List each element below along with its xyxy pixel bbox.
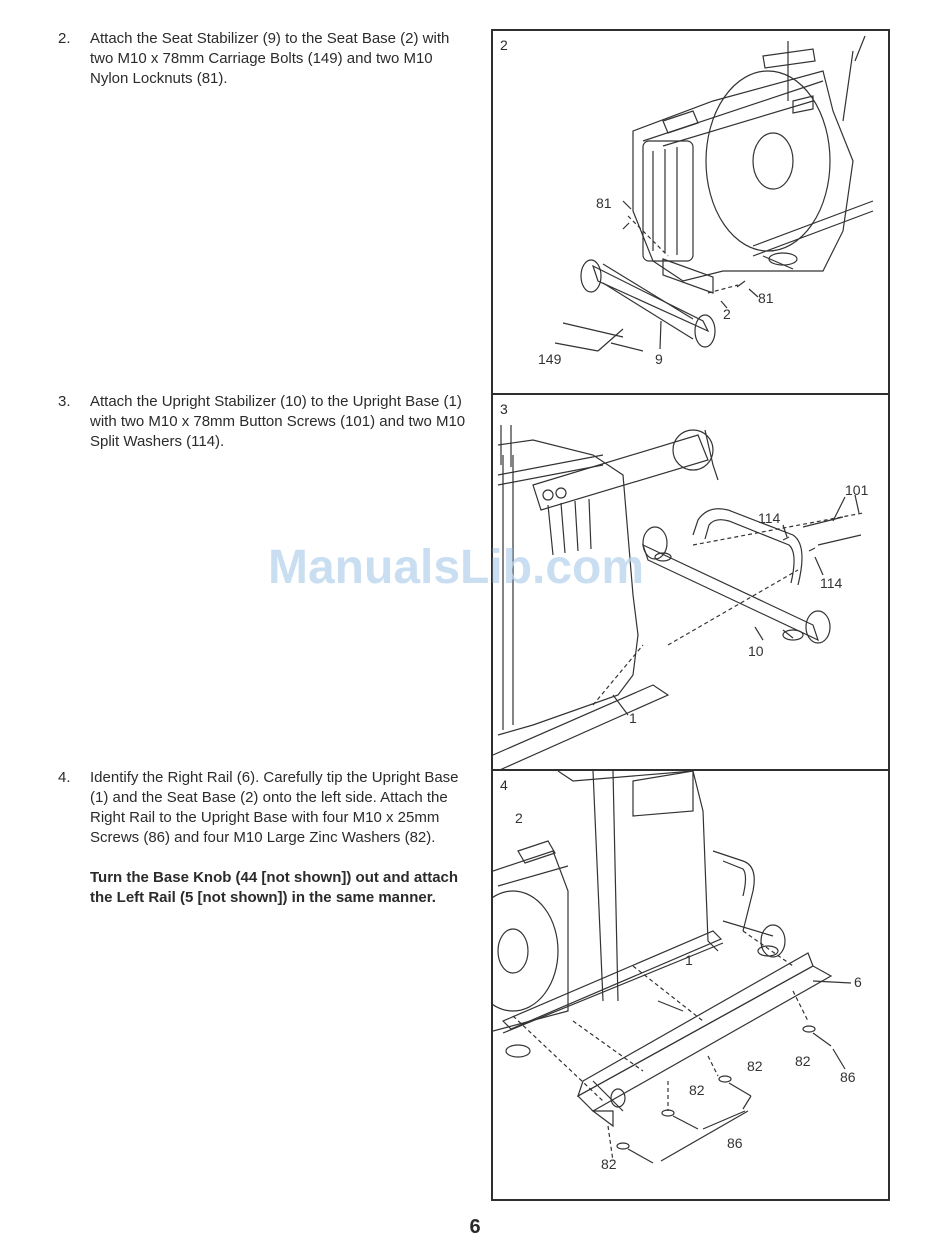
- fig3-callout-114a: 114: [758, 510, 781, 526]
- fig4-callout-6: 6: [854, 974, 862, 990]
- figure-4-panel: [491, 769, 890, 1201]
- watermark: ManualsLib.com: [268, 541, 645, 594]
- fig4-callout-1: 1: [685, 952, 693, 968]
- fig2-callout-81a: 81: [596, 195, 612, 211]
- fig3-callout-1: 1: [629, 710, 637, 726]
- figure-2-panel: [491, 29, 890, 395]
- step-3-number: 3.: [58, 393, 71, 410]
- step-2: [58, 29, 468, 89]
- page-number: 6: [469, 1216, 481, 1238]
- fig2-callout-2: 2: [723, 306, 731, 322]
- fig2-callout-149: 149: [538, 351, 562, 367]
- step-4-number: 4.: [58, 769, 71, 786]
- fig4-callout-86a: 86: [840, 1069, 856, 1085]
- fig2-callout-9: 9: [655, 351, 663, 367]
- fig4-callout-86b: 86: [727, 1135, 743, 1151]
- step-4-note: Turn the Base Knob (44 [not shown]) out and attach the Left Rail (5 [not shown]) in the same manner.: [90, 869, 459, 906]
- fig3-callout-114b: 114: [820, 575, 843, 591]
- step-4-text: Identify the Right Rail (6). Carefully tip the Upright Base (1) and the Seat Base (2) onto the left side. Attach the Right Rail to the Upright Base with four M10 x 25mm Screws (86) and four M10 Large Zinc Washers (82).: [90, 769, 459, 846]
- fig4-callout-82a: 82: [795, 1053, 811, 1069]
- fig2-callout-81b: 81: [758, 290, 774, 306]
- fig4-callout-82b: 82: [747, 1058, 763, 1074]
- fig4-callout-82d: 82: [601, 1156, 617, 1172]
- figure-3-number: 3: [500, 401, 508, 417]
- fig4-callout-2: 2: [515, 810, 523, 826]
- figure-2-illustration: [493, 31, 890, 395]
- fig4-callout-82c: 82: [689, 1082, 705, 1098]
- figure-2-number: 2: [500, 37, 508, 53]
- step-2-text: Attach the Seat Stabilizer (9) to the Seat Base (2) with two M10 x 78mm Carriage Bolts (149) and two M10 Nylon Locknuts (81).: [90, 30, 450, 87]
- fig3-callout-101: 101: [845, 482, 869, 498]
- fig3-callout-10: 10: [748, 643, 764, 659]
- figure-4-illustration: [493, 771, 890, 1201]
- step-3-text: Attach the Upright Stabilizer (10) to the Upright Base (1) with two M10 x 78mm Button Screws (101) and two M10 Split Washers (114).: [90, 393, 466, 450]
- step-2-number: 2.: [58, 30, 71, 47]
- figure-4-number: 4: [500, 777, 508, 793]
- step-3: [58, 392, 468, 452]
- step-4: [58, 768, 468, 908]
